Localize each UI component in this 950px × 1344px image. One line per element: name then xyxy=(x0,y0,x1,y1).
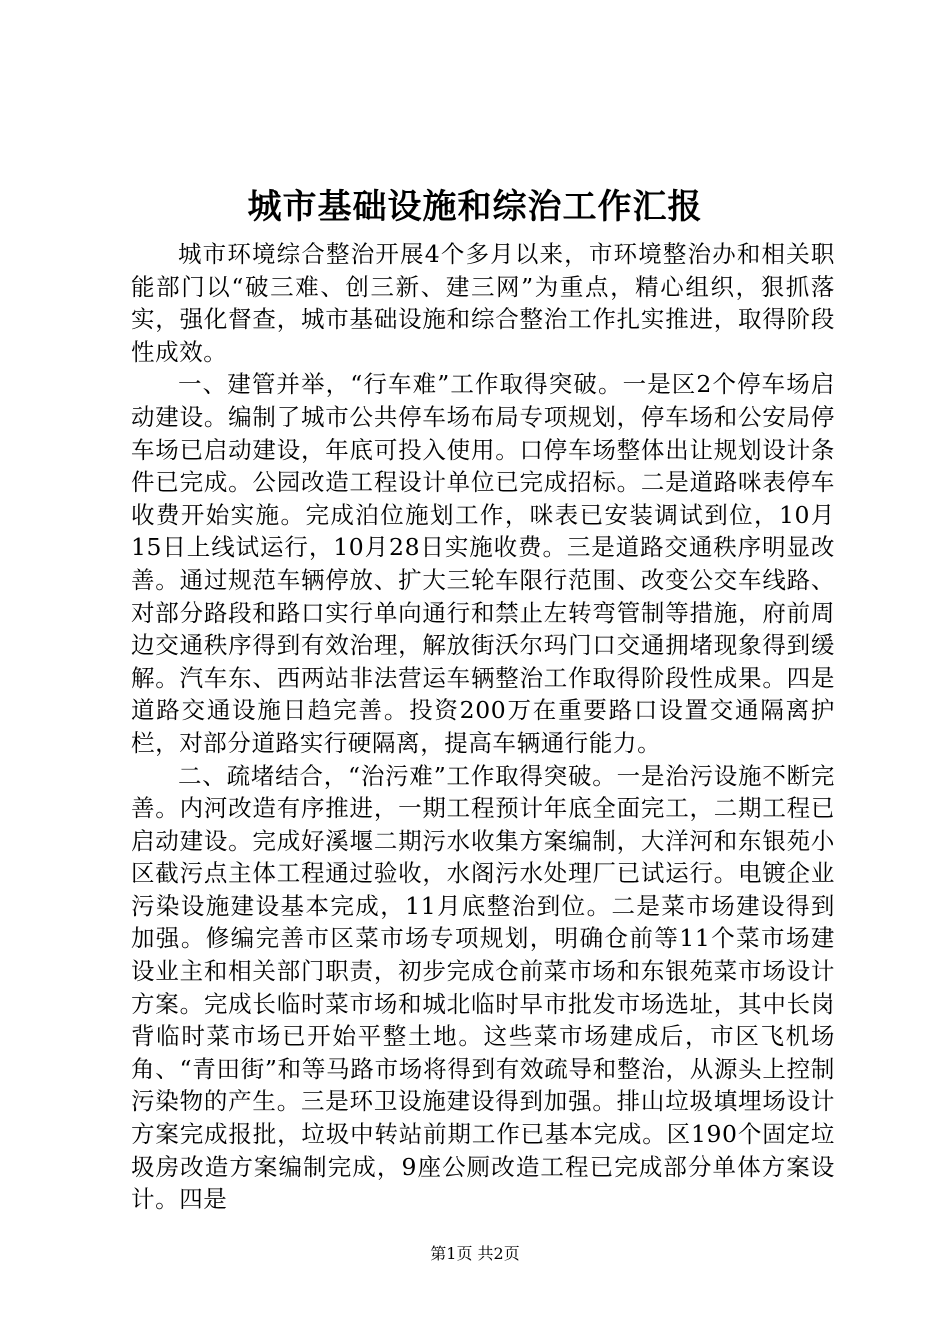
paragraph-intro: 城市环境综合整治开展4个多月以来，市环境整治办和相关职能部门以“破三难、创三新、建三网”为重点，精心组织，狠抓落实，强化督查，城市基础设施和综合整治工作扎实推进，取得阶段性成效。 xyxy=(131,240,835,366)
paragraph-section-one: 一、建管并举，“行车难”工作取得突破。一是区2个停车场启动建设。编制了城市公共停车场布局专项规划，停车场和公安局停车场已启动建设，年底可投入使用。口停车场整体出让规划设计条件已完成。公园改造工程设计单位已完成招标。二是道路咪表停车收费开始实施。完成泊位施划工作，咪表已安装调试到位，10月15日上线试运行，10月28日实施收费。三是道路交通秩序明显改善。通过规范车辆停放、扩大三轮车限行范围、改变公交车线路、对部分路段和路口实行单向通行和禁止左转弯管制等措施，府前周边交通秩序得到有效治理，解放街沃尔玛门口交通拥堵现象得到缓解。汽车东、西两站非法营运车辆整治工作取得阶段性成果。四是道路交通设施日趋完善。投资200万在重要路口设置交通隔离护栏，对部分道路实行硬隔离，提高车辆通行能力。 xyxy=(131,370,835,757)
page-footer: 第1页 共2页 xyxy=(430,1244,520,1263)
page-title: 城市基础设施和综治工作汇报 xyxy=(247,187,703,227)
paragraph-section-two: 二、疏堵结合，“治污难”工作取得突破。一是治污设施不断完善。内河改造有序推进，一期工程预计年底全面完工，二期工程已启动建设。完成好溪堰二期污水收集方案编制，大洋河和东银苑小区截污点主体工程通过验收，水阁污水处理厂已试运行。电镀企业污染设施建设基本完成，11月底整治到位。二是菜市场建设得到加强。修编完善市区菜市场专项规划，明确仓前等11个菜市场建设业主和相关部门职责，初步完成仓前菜市场和东银苑菜市场设计方案。完成长临时菜市场和城北临时早市批发市场选址，其中长岗背临时菜市场已开始平整土地。这些菜市场建成后，市区飞机场角、“青田街”和等马路市场将得到有效疏导和整治，从源头上控制污染物的产生。三是环卫设施建设得到加强。排山垃圾填埋场设计方案完成报批，垃圾中转站前期工作已基本完成。区190个固定垃圾房改造方案编制完成，9座公厕改造工程已完成部分单体方案设计。四是 xyxy=(131,761,835,1214)
document-body xyxy=(131,238,835,1216)
